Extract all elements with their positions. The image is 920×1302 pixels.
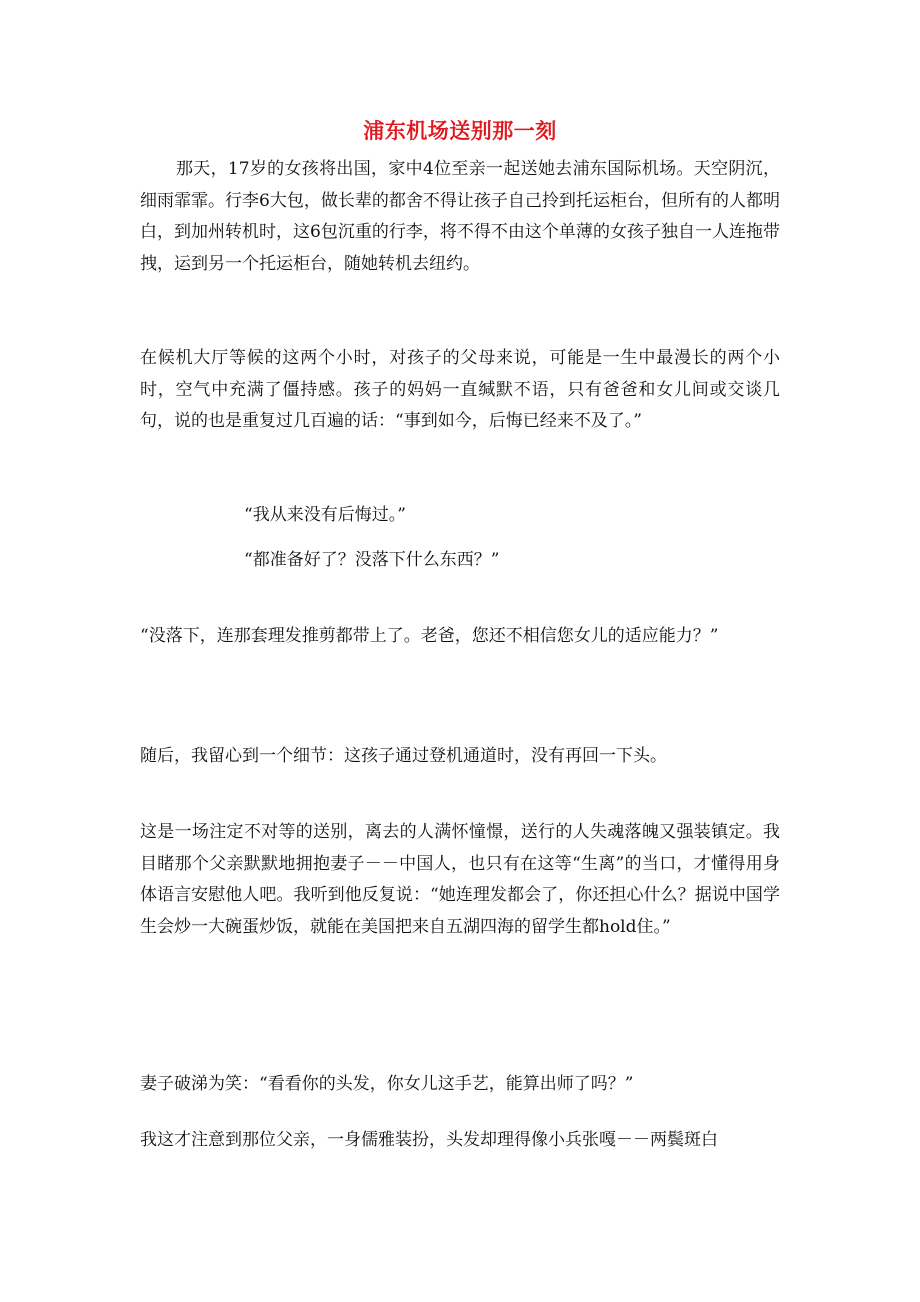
paragraph-departure: 那天，17岁的女孩将出国，家中4位至亲一起送她去浦东国际机场。天空阴沉，细雨霏霏。行李6大包，做长辈的都舍不得让孩子自己拎到托运柜台，但所有的人都明白，到加州转机时，这6包沉重的行李，将不得不由这个单薄的女孩子独自一人连拖带拽，运到另一个托运柜台，随她转机去纽约。 [140,159,780,274]
paragraph-no-look-back: 随后，我留心到一个细节：这孩子通过登机通道时，没有再回一下头。 [140,746,667,766]
document-title: 浦东机场送别那一刻 [363,119,557,143]
paragraph-waiting-hall: 在候机大厅等候的这两个小时，对孩子的父母来说，可能是一生中最漫长的两个小时，空气中充满了僵持感。孩子的妈妈一直缄默不语，只有爸爸和女儿间或交谈几句，说的也是重复过几百遍的话：“事到如今，后悔已经来不及了。” [140,348,780,431]
paragraph-nothing-left: “没落下，连那套理发推剪都带上了。老爸，您还不相信您女儿的适应能力？” [140,626,719,646]
paragraph-father-hair: 我这才注意到那位父亲，一身儒雅装扮，头发却理得像小兵张嘎－－两鬓斑白 [140,1130,718,1150]
quote-no-regret: “我从来没有后悔过。” [244,505,406,525]
quote-ready: “都准备好了？没落下什么东西？” [244,550,500,570]
paragraph-wife-smiles: 妻子破涕为笑：“看看你的头发，你女儿这手艺，能算出师了吗？” [140,1074,634,1094]
paragraph-farewell: 这是一场注定不对等的送别，离去的人满怀憧憬，送行的人失魂落魄又强装镇定。我目睹那个父亲默默地拥抱妻子－－中国人，也只有在这等“生离”的当口，才懂得用身体语言安慰他人吧。我听到他反复说：“她连理发都会了，你还担心什么？据说中国学生会炒一大碗蛋炒饭，就能在美国把来自五湖四海的留学生都hold住。” [140,822,780,937]
